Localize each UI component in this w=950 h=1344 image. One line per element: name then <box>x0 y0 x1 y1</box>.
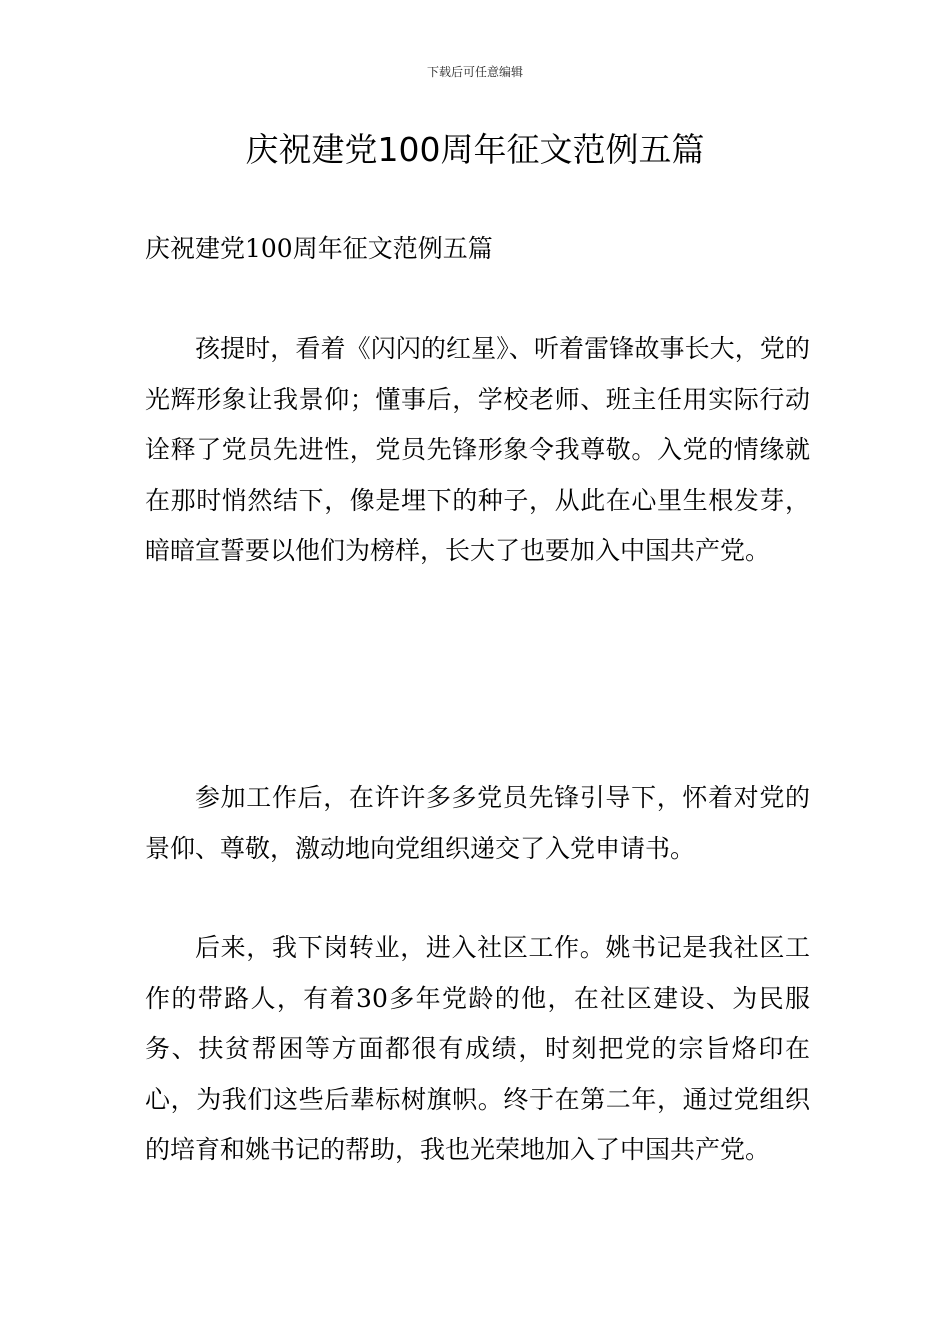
paragraph-1: 孩提时，看着《闪闪的红星》、听着雷锋故事长大，党的光辉形象让我景仰；懂事后，学校老师、班主任用实际行动诠释了党员先进性，党员先锋形象令我尊敬。入党的情缘就在那时悄然结下，像是埋下的种子，从此在心里生根发芽，暗暗宣誓要以他们为榜样，长大了也要加入中国共产党。 <box>145 334 810 565</box>
header-note: 下载后可任意编辑 <box>426 65 523 79</box>
document-title: 庆祝建党100周年征文范例五篇 <box>245 130 705 169</box>
paragraph-3: 后来，我下岗转业，进入社区工作。姚书记是我社区工作的带路人，有着30多年党龄的他，在社区建设、为民服务、扶贫帮困等方面都很有成绩，时刻把党的宗旨烙印在心，为我们这些后辈标树旗帜。终于在第二年，通过党组织的培育和姚书记的帮助，我也光荣地加入了中国共产党。 <box>145 933 810 1164</box>
paragraph-2: 参加工作后，在许许多多党员先锋引导下，怀着对党的景仰、尊敬，激动地向党组织递交了入党申请书。 <box>145 783 810 863</box>
document-subtitle: 庆祝建党100周年征文范例五篇 <box>145 234 493 263</box>
